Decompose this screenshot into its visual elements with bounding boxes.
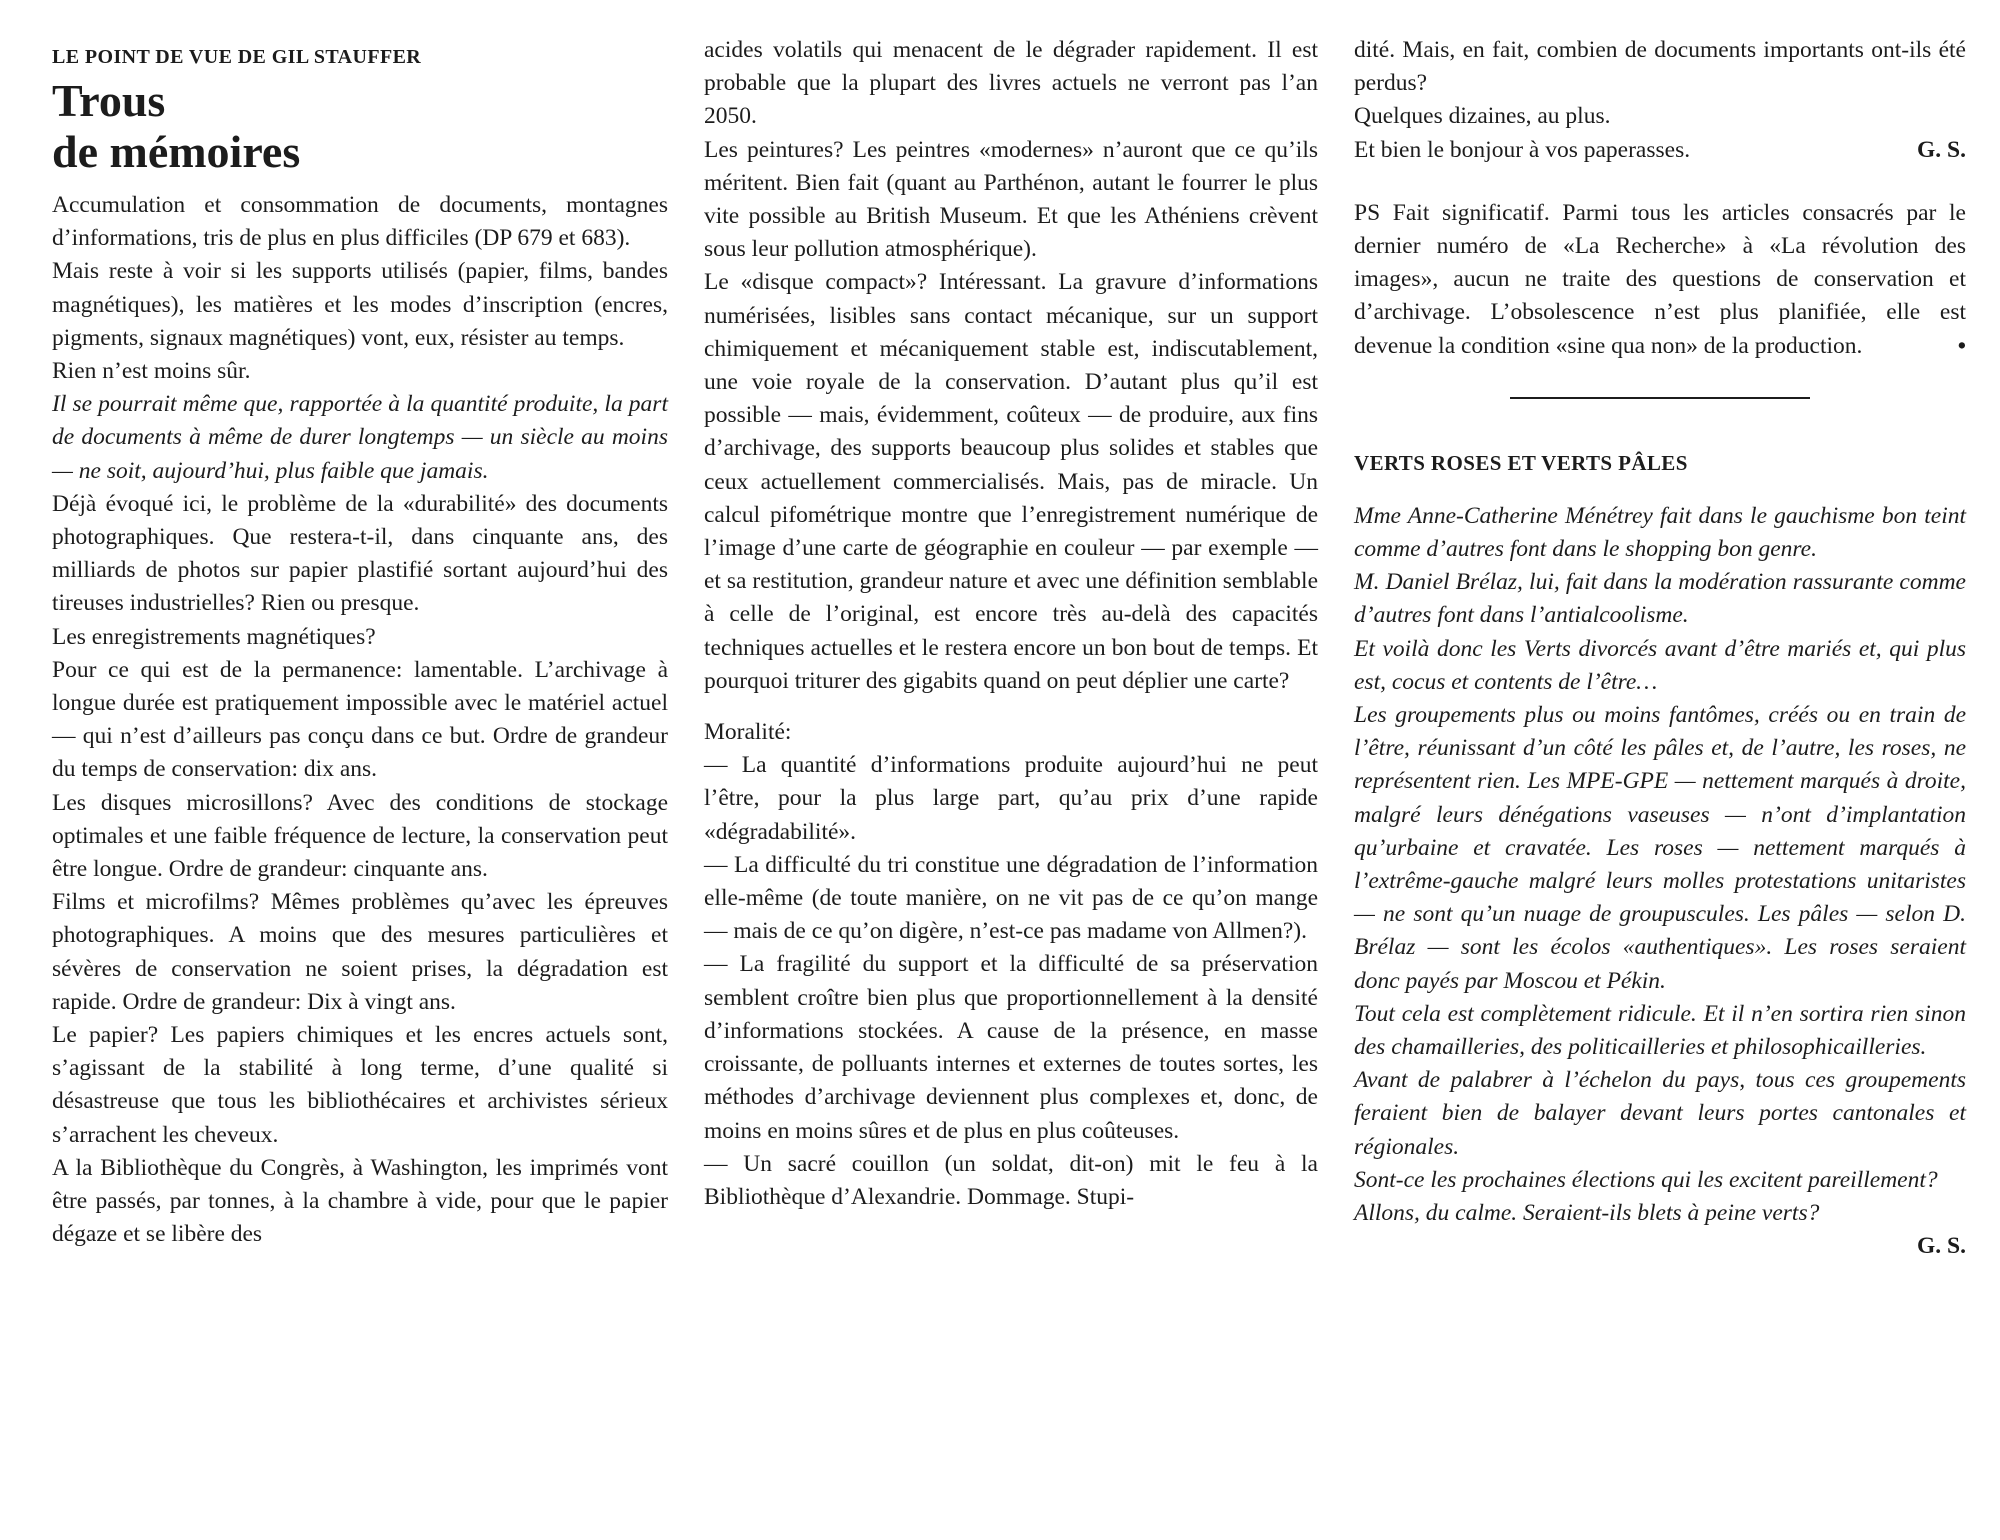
moralite-point: — La difficulté du tri constitue une dégradation de l’information elle-même (de toute manière, on ne vit pas de ce qu’on mange — mais de ce qu’on digère, n’est-ce pas madame von Allmen?). xyxy=(704,851,1318,945)
italic-paragraph: Sont-ce les prochaines élections qui les excitent pareillement? xyxy=(1354,1166,1938,1193)
closing-line: Et bien le bonjour à vos paperasses. xyxy=(1354,136,1691,163)
paragraph: Le papier? Les papiers chimiques et les encres actuels sont, s’agissant de la stabilité à long terme, d’une qualité si désastreuse que tous les bibliothécaires et archivistes sérieux s’arrachent les cheveux. xyxy=(52,1022,668,1148)
section-title: VERTS ROSES ET VERTS PÂLES xyxy=(1354,450,1688,475)
italic-paragraph: M. Daniel Brélaz, lui, fait dans la modération rassurante comme d’autres font dans l’antialcoolisme. xyxy=(1354,569,1966,629)
paragraph: Les disques microsillons? Avec des conditions de stockage optimales et une faible fréquence de lecture, la conservation peut être longue. Ordre de grandeur: cinquante ans. xyxy=(52,789,668,883)
article-kicker: LE POINT DE VUE DE GIL STAUFFER xyxy=(52,46,422,68)
column-1 xyxy=(52,34,668,1540)
headline-line-1: Trous xyxy=(52,75,166,126)
postscript-body: PS Fait significatif. Parmi tous les articles consacrés par le dernier numéro de «La Recherche» à «La révolution des images», aucun ne traite des questions de conservation et d’archivage. L’obsolescence n’est plus planifiée, elle est devenue la condition «sine qua non» de la production. xyxy=(1354,199,1966,359)
paragraph: Films et microfilms? Mêmes problèmes qu’avec les épreuves photographiques. A moins que des mesures particulières et sévères de conservation ne soient prises, la dégradation est rapide. Ordre de grandeur: Dix à vingt ans. xyxy=(52,889,668,1015)
italic-paragraph: Les groupements plus ou moins fantômes, créés ou en train de l’être, réunissant d’un côté les pâles et, de l’autre, les roses, ne représentent rien. Les MPE-GPE — nettement marqués à droite, malgré leurs dénégations vaseuses — n’ont d’implantation qu’urbaine et cravatée. Les roses — nettement marqués à l’extrême-gauche malgré leurs molles protestations unitaristes — ne sont qu’un nuage de groupuscules. Les pâles — selon D. Brélaz — sont les écolos «authentiques». Les roses seraient donc payés par Moscou et Pékin. xyxy=(1354,702,1966,994)
italic-paragraph: Avant de palabrer à l’échelon du pays, tous ces groupements feraient bien de balayer devant leurs portes cantonales et régionales. xyxy=(1354,1067,1966,1160)
article-headline xyxy=(52,75,668,177)
headline-line-2: de mémoires xyxy=(52,126,301,177)
paragraph: Les peintures? Les peintres «modernes» n’auront que ce qu’ils méritent. Bien fait (quant au Parthénon, autant le fourrer le plus vite possible au British Museum. Et que les Athéniens crèvent sous leur pollution atmosphérique). xyxy=(704,136,1318,263)
article-signature: G. S. xyxy=(1917,136,1966,163)
paragraph: acides volatils qui menacent de le dégrader rapidement. Il est probable que la plupart des livres actuels ne verront pas l’an 2050. xyxy=(704,37,1318,130)
paragraph: dité. Mais, en fait, combien de documents importants ont-ils été perdus? xyxy=(1354,37,1966,97)
moralite-point: — La quantité d’informations produite aujourd’hui ne peut l’être, pour la plus large part, qu’au prix d’une rapide «dégradabilité». xyxy=(704,752,1318,845)
paragraph: Quelques dizaines, au plus. xyxy=(1354,103,1611,130)
italic-paragraph: Tout cela est complètement ridicule. Et il n’en sortira rien sinon des chamailleries, des politicailleries et philosophicailleries. xyxy=(1354,1000,1966,1061)
paragraph: A la Bibliothèque du Congrès, à Washington, les imprimés vont être passés, par tonnes, à la chambre à vide, pour que le papier dégaze et se libère des xyxy=(52,1154,668,1248)
section-signature: G. S. xyxy=(1917,1233,1966,1260)
postscript xyxy=(1354,197,1966,363)
column-3 xyxy=(1354,34,1966,1540)
moralite-heading: Moralité: xyxy=(704,719,792,746)
paragraph: Rien n’est moins sûr. xyxy=(52,358,251,385)
postscript-text xyxy=(1354,197,1966,363)
end-mark: • xyxy=(1957,332,1966,359)
italic-paragraph: Il se pourrait même que, rapportée à la quantité produite, la part de documents à même de durer longtemps — un siècle au moins — ne soit, aujourd’hui, plus faible que jamais. xyxy=(52,391,668,484)
moralite-point: — Un sacré couillon (un soldat, dit-on) mit le feu à la Bibliothèque d’Alexandrie. Dommage. Stupi- xyxy=(704,1150,1318,1210)
paragraph: Accumulation et consommation de documents, montagnes d’informations, tris de plus en plus difficiles (DP 679 et 683). xyxy=(52,192,668,252)
paragraph: Déjà évoqué ici, le problème de la «durabilité» des documents photographiques. Que restera-t-il, dans cinquante ans, des milliards de photos sur papier plastifié sortant aujourd’hui des tireuses industrielles? Rien ou presque. xyxy=(52,490,668,617)
paragraph: Mais reste à voir si les supports utilisés (papier, films, bandes magnétiques), les matières et les modes d’inscription (encres, pigments, signaux magnétiques) vont, eux, résister au temps. xyxy=(52,258,668,351)
moralite-point: — La fragilité du support et la difficulté de sa préservation semblent croître bien plus que proportionnellement à la densité d’informations stockées. A cause de la présence, en masse croissante, de polluants internes et externes de toutes sortes, les méthodes d’archivage deviennent plus complexes et, donc, de moins en moins sûres et de plus en plus coûteuses. xyxy=(704,951,1318,1144)
italic-paragraph: Et voilà donc les Verts divorcés avant d’être mariés et, qui plus est, cocus et contents de l’être… xyxy=(1354,635,1966,695)
italic-paragraph: Allons, du calme. Seraient-ils blets à peine verts? xyxy=(1354,1200,1820,1227)
column-2 xyxy=(704,34,1318,1540)
closing-row xyxy=(1354,134,1966,167)
paragraph: Pour ce qui est de la permanence: lamentable. L’archivage à longue durée est pratiquement impossible avec le matériel actuel — qui n’est d’ailleurs pas conçu dans ce but. Ordre de grandeur du temps de conservation: dix ans. xyxy=(52,656,668,783)
section-divider xyxy=(1510,397,1810,399)
paragraph: Le «disque compact»? Intéressant. La gravure d’informations numérisées, lisibles sans contact mécanique, sur un support chimiquement et mécaniquement stable est, indiscutablement, une voie royale de la conservation. D’autant plus qu’il est possible — mais, évidemment, coûteux — de produire, aux fins d’archivage, des supports beaucoup plus solides et stables que ceux actuellement commercialisés. Mais, pas de miracle. Un calcul pifométrique montre que l’enregistrement numérique de l’image d’une carte de géographie en couleur — par exemple — et sa restitution, grandeur nature et avec une définition semblable à celle de l’original, est encore très au-delà des capacités techniques actuelles et le restera encore un bon bout de temps. Et pourquoi triturer des gigabits quand on peut déplier une carte? xyxy=(704,269,1318,694)
paragraph: Les enregistrements magnétiques? xyxy=(52,623,376,650)
italic-paragraph: Mme Anne-Catherine Ménétrey fait dans le gauchisme bon teint comme d’autres font dans le shopping bon genre. xyxy=(1354,502,1966,563)
